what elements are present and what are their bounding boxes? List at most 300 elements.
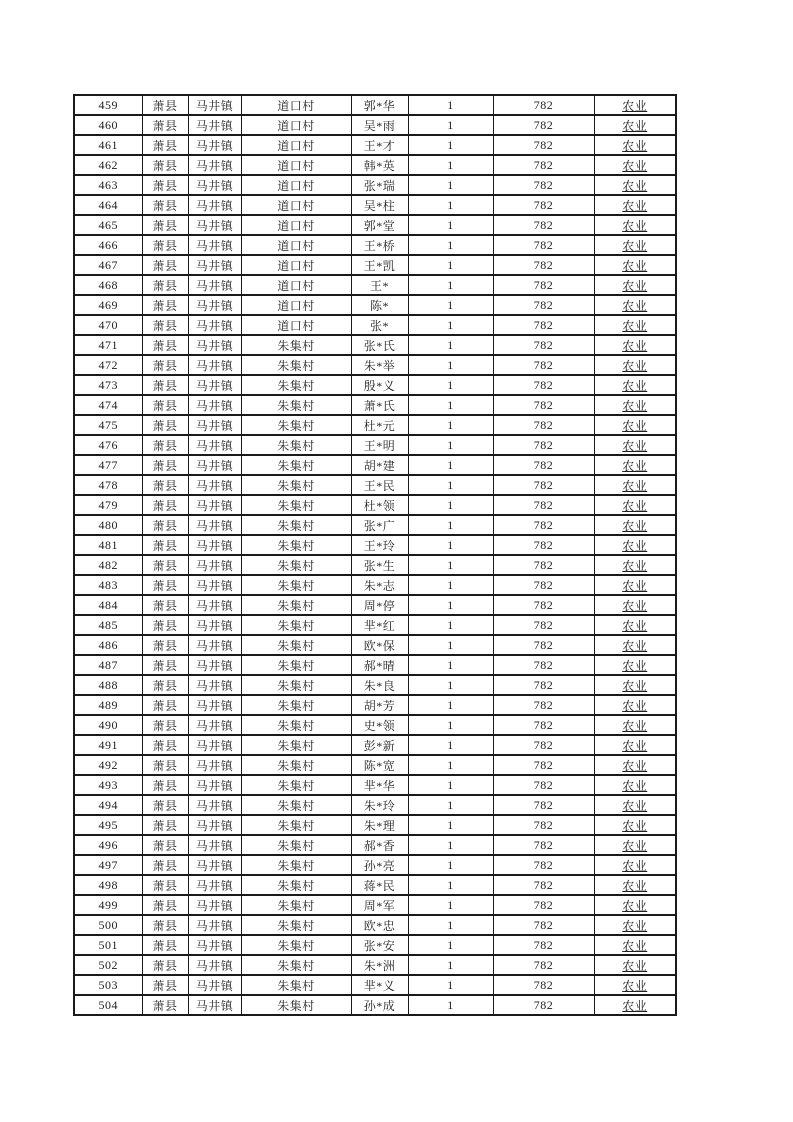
- cell-category: 农业: [594, 695, 676, 715]
- cell-row-number: 493: [74, 775, 142, 795]
- table-row: [74, 475, 676, 495]
- cell-row-number: 495: [74, 815, 142, 835]
- cell-name: 芈*华: [351, 775, 408, 795]
- table-row: [74, 175, 676, 195]
- cell-amount: 782: [493, 475, 594, 495]
- cell-row-number: 472: [74, 355, 142, 375]
- cell-count: 1: [408, 815, 493, 835]
- cell-town: 马井镇: [188, 195, 241, 215]
- cell-row-number: 499: [74, 895, 142, 915]
- cell-amount: 782: [493, 975, 594, 995]
- cell-town: 马井镇: [188, 975, 241, 995]
- cell-category: 农业: [594, 215, 676, 235]
- cell-name: 吴*雨: [351, 115, 408, 135]
- cell-town: 马井镇: [188, 475, 241, 495]
- cell-county: 萧县: [142, 535, 188, 555]
- table-row: [74, 275, 676, 295]
- cell-category: 农业: [594, 635, 676, 655]
- cell-name: 芈*义: [351, 975, 408, 995]
- cell-count: 1: [408, 495, 493, 515]
- cell-name: 王*明: [351, 435, 408, 455]
- cell-county: 萧县: [142, 775, 188, 795]
- cell-name: 朱*洲: [351, 955, 408, 975]
- table-row: [74, 235, 676, 255]
- cell-county: 萧县: [142, 495, 188, 515]
- cell-row-number: 485: [74, 615, 142, 635]
- table-row: [74, 835, 676, 855]
- cell-amount: 782: [493, 455, 594, 475]
- cell-count: 1: [408, 295, 493, 315]
- cell-name: 陈*宽: [351, 755, 408, 775]
- cell-amount: 782: [493, 555, 594, 575]
- cell-town: 马井镇: [188, 895, 241, 915]
- cell-count: 1: [408, 595, 493, 615]
- cell-town: 马井镇: [188, 395, 241, 415]
- cell-category: 农业: [594, 915, 676, 935]
- cell-village: 道口村: [241, 95, 351, 115]
- cell-category: 农业: [594, 175, 676, 195]
- cell-village: 朱集村: [241, 835, 351, 855]
- cell-amount: 782: [493, 495, 594, 515]
- cell-row-number: 494: [74, 795, 142, 815]
- cell-row-number: 488: [74, 675, 142, 695]
- cell-amount: 782: [493, 535, 594, 555]
- cell-name: 郝*香: [351, 835, 408, 855]
- cell-count: 1: [408, 795, 493, 815]
- cell-count: 1: [408, 615, 493, 635]
- cell-village: 朱集村: [241, 755, 351, 775]
- cell-category: 农业: [594, 95, 676, 115]
- cell-row-number: 481: [74, 535, 142, 555]
- table-row: [74, 255, 676, 275]
- cell-count: 1: [408, 695, 493, 715]
- cell-category: 农业: [594, 595, 676, 615]
- cell-town: 马井镇: [188, 755, 241, 775]
- table-row: [74, 635, 676, 655]
- cell-county: 萧县: [142, 975, 188, 995]
- cell-row-number: 467: [74, 255, 142, 275]
- cell-village: 朱集村: [241, 435, 351, 455]
- cell-name: 张*瑞: [351, 175, 408, 195]
- cell-town: 马井镇: [188, 255, 241, 275]
- cell-village: 朱集村: [241, 615, 351, 635]
- cell-town: 马井镇: [188, 935, 241, 955]
- cell-count: 1: [408, 475, 493, 495]
- cell-name: 朱*志: [351, 575, 408, 595]
- cell-amount: 782: [493, 595, 594, 615]
- table-row: [74, 355, 676, 375]
- cell-town: 马井镇: [188, 955, 241, 975]
- cell-name: 萧*氏: [351, 395, 408, 415]
- cell-amount: 782: [493, 895, 594, 915]
- cell-row-number: 470: [74, 315, 142, 335]
- cell-village: 朱集村: [241, 455, 351, 475]
- cell-county: 萧县: [142, 395, 188, 415]
- cell-amount: 782: [493, 615, 594, 635]
- cell-name: 朱*良: [351, 675, 408, 695]
- cell-count: 1: [408, 855, 493, 875]
- cell-village: 道口村: [241, 275, 351, 295]
- table-row: [74, 795, 676, 815]
- cell-village: 朱集村: [241, 815, 351, 835]
- cell-town: 马井镇: [188, 215, 241, 235]
- cell-county: 萧县: [142, 175, 188, 195]
- records-table-container: [73, 94, 677, 1016]
- cell-amount: 782: [493, 575, 594, 595]
- cell-count: 1: [408, 935, 493, 955]
- cell-county: 萧县: [142, 675, 188, 695]
- cell-town: 马井镇: [188, 795, 241, 815]
- cell-village: 道口村: [241, 315, 351, 335]
- cell-amount: 782: [493, 515, 594, 535]
- cell-county: 萧县: [142, 155, 188, 175]
- table-row: [74, 455, 676, 475]
- table-row: [74, 375, 676, 395]
- cell-name: 张*广: [351, 515, 408, 535]
- cell-town: 马井镇: [188, 335, 241, 355]
- cell-count: 1: [408, 975, 493, 995]
- cell-amount: 782: [493, 435, 594, 455]
- cell-town: 马井镇: [188, 375, 241, 395]
- cell-county: 萧县: [142, 255, 188, 275]
- cell-county: 萧县: [142, 735, 188, 755]
- cell-count: 1: [408, 895, 493, 915]
- table-row: [74, 515, 676, 535]
- cell-category: 农业: [594, 115, 676, 135]
- cell-village: 道口村: [241, 295, 351, 315]
- cell-category: 农业: [594, 515, 676, 535]
- cell-name: 王*才: [351, 135, 408, 155]
- cell-count: 1: [408, 355, 493, 375]
- table-row: [74, 395, 676, 415]
- cell-town: 马井镇: [188, 775, 241, 795]
- cell-name: 张*生: [351, 555, 408, 575]
- cell-count: 1: [408, 175, 493, 195]
- cell-name: 张*氏: [351, 335, 408, 355]
- table-row: [74, 495, 676, 515]
- cell-count: 1: [408, 915, 493, 935]
- cell-category: 农业: [594, 655, 676, 675]
- cell-name: 蒋*民: [351, 875, 408, 895]
- cell-name: 张*安: [351, 935, 408, 955]
- cell-name: 朱*理: [351, 815, 408, 835]
- cell-amount: 782: [493, 295, 594, 315]
- cell-amount: 782: [493, 115, 594, 135]
- cell-county: 萧县: [142, 875, 188, 895]
- table-body: [74, 95, 676, 1015]
- cell-name: 胡*建: [351, 455, 408, 475]
- cell-name: 王*凯: [351, 255, 408, 275]
- cell-county: 萧县: [142, 755, 188, 775]
- cell-town: 马井镇: [188, 435, 241, 455]
- cell-town: 马井镇: [188, 355, 241, 375]
- cell-county: 萧县: [142, 935, 188, 955]
- cell-name: 王*玲: [351, 535, 408, 555]
- cell-category: 农业: [594, 895, 676, 915]
- cell-village: 道口村: [241, 255, 351, 275]
- cell-row-number: 498: [74, 875, 142, 895]
- cell-category: 农业: [594, 155, 676, 175]
- cell-town: 马井镇: [188, 515, 241, 535]
- cell-name: 朱*玲: [351, 795, 408, 815]
- cell-county: 萧县: [142, 895, 188, 915]
- cell-row-number: 490: [74, 715, 142, 735]
- table-row: [74, 135, 676, 155]
- cell-row-number: 475: [74, 415, 142, 435]
- cell-category: 农业: [594, 975, 676, 995]
- cell-row-number: 465: [74, 215, 142, 235]
- table-row: [74, 335, 676, 355]
- cell-amount: 782: [493, 855, 594, 875]
- cell-name: 殷*义: [351, 375, 408, 395]
- cell-town: 马井镇: [188, 915, 241, 935]
- cell-amount: 782: [493, 875, 594, 895]
- table-row: [74, 995, 676, 1015]
- cell-county: 萧县: [142, 835, 188, 855]
- cell-count: 1: [408, 635, 493, 655]
- cell-row-number: 466: [74, 235, 142, 255]
- cell-name: 韩*英: [351, 155, 408, 175]
- cell-name: 郭*华: [351, 95, 408, 115]
- cell-town: 马井镇: [188, 575, 241, 595]
- cell-category: 农业: [594, 495, 676, 515]
- table-row: [74, 695, 676, 715]
- cell-amount: 782: [493, 995, 594, 1015]
- cell-amount: 782: [493, 695, 594, 715]
- table-row: [74, 955, 676, 975]
- cell-village: 朱集村: [241, 895, 351, 915]
- cell-count: 1: [408, 755, 493, 775]
- cell-town: 马井镇: [188, 275, 241, 295]
- cell-name: 孙*亮: [351, 855, 408, 875]
- cell-row-number: 500: [74, 915, 142, 935]
- cell-amount: 782: [493, 315, 594, 335]
- cell-town: 马井镇: [188, 555, 241, 575]
- cell-village: 道口村: [241, 135, 351, 155]
- cell-amount: 782: [493, 775, 594, 795]
- cell-county: 萧县: [142, 955, 188, 975]
- cell-town: 马井镇: [188, 855, 241, 875]
- cell-village: 朱集村: [241, 675, 351, 695]
- cell-county: 萧县: [142, 435, 188, 455]
- table-row: [74, 115, 676, 135]
- cell-town: 马井镇: [188, 815, 241, 835]
- cell-name: 王*民: [351, 475, 408, 495]
- cell-category: 农业: [594, 355, 676, 375]
- cell-town: 马井镇: [188, 455, 241, 475]
- cell-village: 朱集村: [241, 935, 351, 955]
- cell-count: 1: [408, 555, 493, 575]
- cell-category: 农业: [594, 815, 676, 835]
- cell-count: 1: [408, 875, 493, 895]
- cell-amount: 782: [493, 955, 594, 975]
- cell-category: 农业: [594, 455, 676, 475]
- cell-county: 萧县: [142, 695, 188, 715]
- cell-village: 朱集村: [241, 575, 351, 595]
- cell-village: 朱集村: [241, 475, 351, 495]
- table-row: [74, 755, 676, 775]
- cell-county: 萧县: [142, 915, 188, 935]
- cell-amount: 782: [493, 155, 594, 175]
- cell-county: 萧县: [142, 795, 188, 815]
- cell-category: 农业: [594, 795, 676, 815]
- cell-row-number: 464: [74, 195, 142, 215]
- cell-amount: 782: [493, 715, 594, 735]
- cell-category: 农业: [594, 675, 676, 695]
- cell-count: 1: [408, 275, 493, 295]
- cell-count: 1: [408, 255, 493, 275]
- cell-category: 农业: [594, 535, 676, 555]
- cell-count: 1: [408, 115, 493, 135]
- cell-village: 朱集村: [241, 855, 351, 875]
- cell-category: 农业: [594, 395, 676, 415]
- cell-name: 王*: [351, 275, 408, 295]
- cell-category: 农业: [594, 135, 676, 155]
- cell-count: 1: [408, 435, 493, 455]
- table-row: [74, 315, 676, 335]
- cell-name: 杜*元: [351, 415, 408, 435]
- cell-town: 马井镇: [188, 295, 241, 315]
- cell-count: 1: [408, 315, 493, 335]
- cell-village: 朱集村: [241, 415, 351, 435]
- records-table: [73, 94, 677, 1016]
- cell-county: 萧县: [142, 115, 188, 135]
- cell-county: 萧县: [142, 95, 188, 115]
- cell-count: 1: [408, 995, 493, 1015]
- cell-count: 1: [408, 335, 493, 355]
- cell-name: 周*军: [351, 895, 408, 915]
- cell-village: 朱集村: [241, 375, 351, 395]
- cell-town: 马井镇: [188, 415, 241, 435]
- cell-county: 萧县: [142, 335, 188, 355]
- cell-category: 农业: [594, 575, 676, 595]
- cell-town: 马井镇: [188, 175, 241, 195]
- cell-town: 马井镇: [188, 735, 241, 755]
- cell-village: 朱集村: [241, 535, 351, 555]
- cell-village: 朱集村: [241, 555, 351, 575]
- cell-count: 1: [408, 95, 493, 115]
- cell-village: 朱集村: [241, 995, 351, 1015]
- cell-row-number: 504: [74, 995, 142, 1015]
- cell-county: 萧县: [142, 135, 188, 155]
- table-row: [74, 415, 676, 435]
- cell-town: 马井镇: [188, 135, 241, 155]
- cell-row-number: 478: [74, 475, 142, 495]
- table-row: [74, 295, 676, 315]
- cell-amount: 782: [493, 175, 594, 195]
- cell-name: 孙*成: [351, 995, 408, 1015]
- cell-town: 马井镇: [188, 95, 241, 115]
- cell-amount: 782: [493, 95, 594, 115]
- cell-amount: 782: [493, 735, 594, 755]
- cell-county: 萧县: [142, 375, 188, 395]
- cell-amount: 782: [493, 655, 594, 675]
- cell-row-number: 473: [74, 375, 142, 395]
- cell-county: 萧县: [142, 555, 188, 575]
- cell-count: 1: [408, 775, 493, 795]
- cell-row-number: 460: [74, 115, 142, 135]
- cell-name: 彭*新: [351, 735, 408, 755]
- cell-category: 农业: [594, 375, 676, 395]
- cell-county: 萧县: [142, 655, 188, 675]
- cell-name: 郝*晴: [351, 655, 408, 675]
- table-row: [74, 555, 676, 575]
- cell-category: 农业: [594, 475, 676, 495]
- table-row: [74, 155, 676, 175]
- cell-name: 陈*: [351, 295, 408, 315]
- cell-row-number: 483: [74, 575, 142, 595]
- table-row: [74, 975, 676, 995]
- cell-amount: 782: [493, 835, 594, 855]
- cell-name: 杜*领: [351, 495, 408, 515]
- cell-amount: 782: [493, 215, 594, 235]
- cell-county: 萧县: [142, 815, 188, 835]
- cell-county: 萧县: [142, 855, 188, 875]
- cell-town: 马井镇: [188, 655, 241, 675]
- cell-village: 朱集村: [241, 655, 351, 675]
- cell-row-number: 468: [74, 275, 142, 295]
- cell-count: 1: [408, 155, 493, 175]
- cell-name: 周*停: [351, 595, 408, 615]
- cell-village: 道口村: [241, 215, 351, 235]
- cell-town: 马井镇: [188, 155, 241, 175]
- cell-village: 朱集村: [241, 795, 351, 815]
- cell-town: 马井镇: [188, 675, 241, 695]
- cell-row-number: 461: [74, 135, 142, 155]
- table-row: [74, 735, 676, 755]
- table-row: [74, 615, 676, 635]
- cell-village: 朱集村: [241, 395, 351, 415]
- cell-county: 萧县: [142, 615, 188, 635]
- cell-row-number: 462: [74, 155, 142, 175]
- cell-county: 萧县: [142, 415, 188, 435]
- cell-count: 1: [408, 715, 493, 735]
- cell-count: 1: [408, 395, 493, 415]
- cell-town: 马井镇: [188, 315, 241, 335]
- table-row: [74, 435, 676, 455]
- table-row: [74, 655, 676, 675]
- cell-count: 1: [408, 735, 493, 755]
- cell-category: 农业: [594, 715, 676, 735]
- cell-category: 农业: [594, 235, 676, 255]
- cell-name: 史*领: [351, 715, 408, 735]
- cell-county: 萧县: [142, 195, 188, 215]
- cell-category: 农业: [594, 435, 676, 455]
- cell-category: 农业: [594, 775, 676, 795]
- cell-village: 朱集村: [241, 735, 351, 755]
- cell-county: 萧县: [142, 275, 188, 295]
- cell-village: 朱集村: [241, 975, 351, 995]
- cell-amount: 782: [493, 755, 594, 775]
- cell-town: 马井镇: [188, 995, 241, 1015]
- cell-count: 1: [408, 675, 493, 695]
- cell-amount: 782: [493, 255, 594, 275]
- cell-row-number: 471: [74, 335, 142, 355]
- table-row: [74, 575, 676, 595]
- cell-row-number: 492: [74, 755, 142, 775]
- cell-row-number: 503: [74, 975, 142, 995]
- cell-count: 1: [408, 835, 493, 855]
- table-row: [74, 715, 676, 735]
- cell-category: 农业: [594, 555, 676, 575]
- cell-name: 胡*芳: [351, 695, 408, 715]
- cell-name: 朱*举: [351, 355, 408, 375]
- cell-village: 朱集村: [241, 875, 351, 895]
- cell-name: 欧*保: [351, 635, 408, 655]
- cell-amount: 782: [493, 135, 594, 155]
- cell-count: 1: [408, 535, 493, 555]
- cell-category: 农业: [594, 295, 676, 315]
